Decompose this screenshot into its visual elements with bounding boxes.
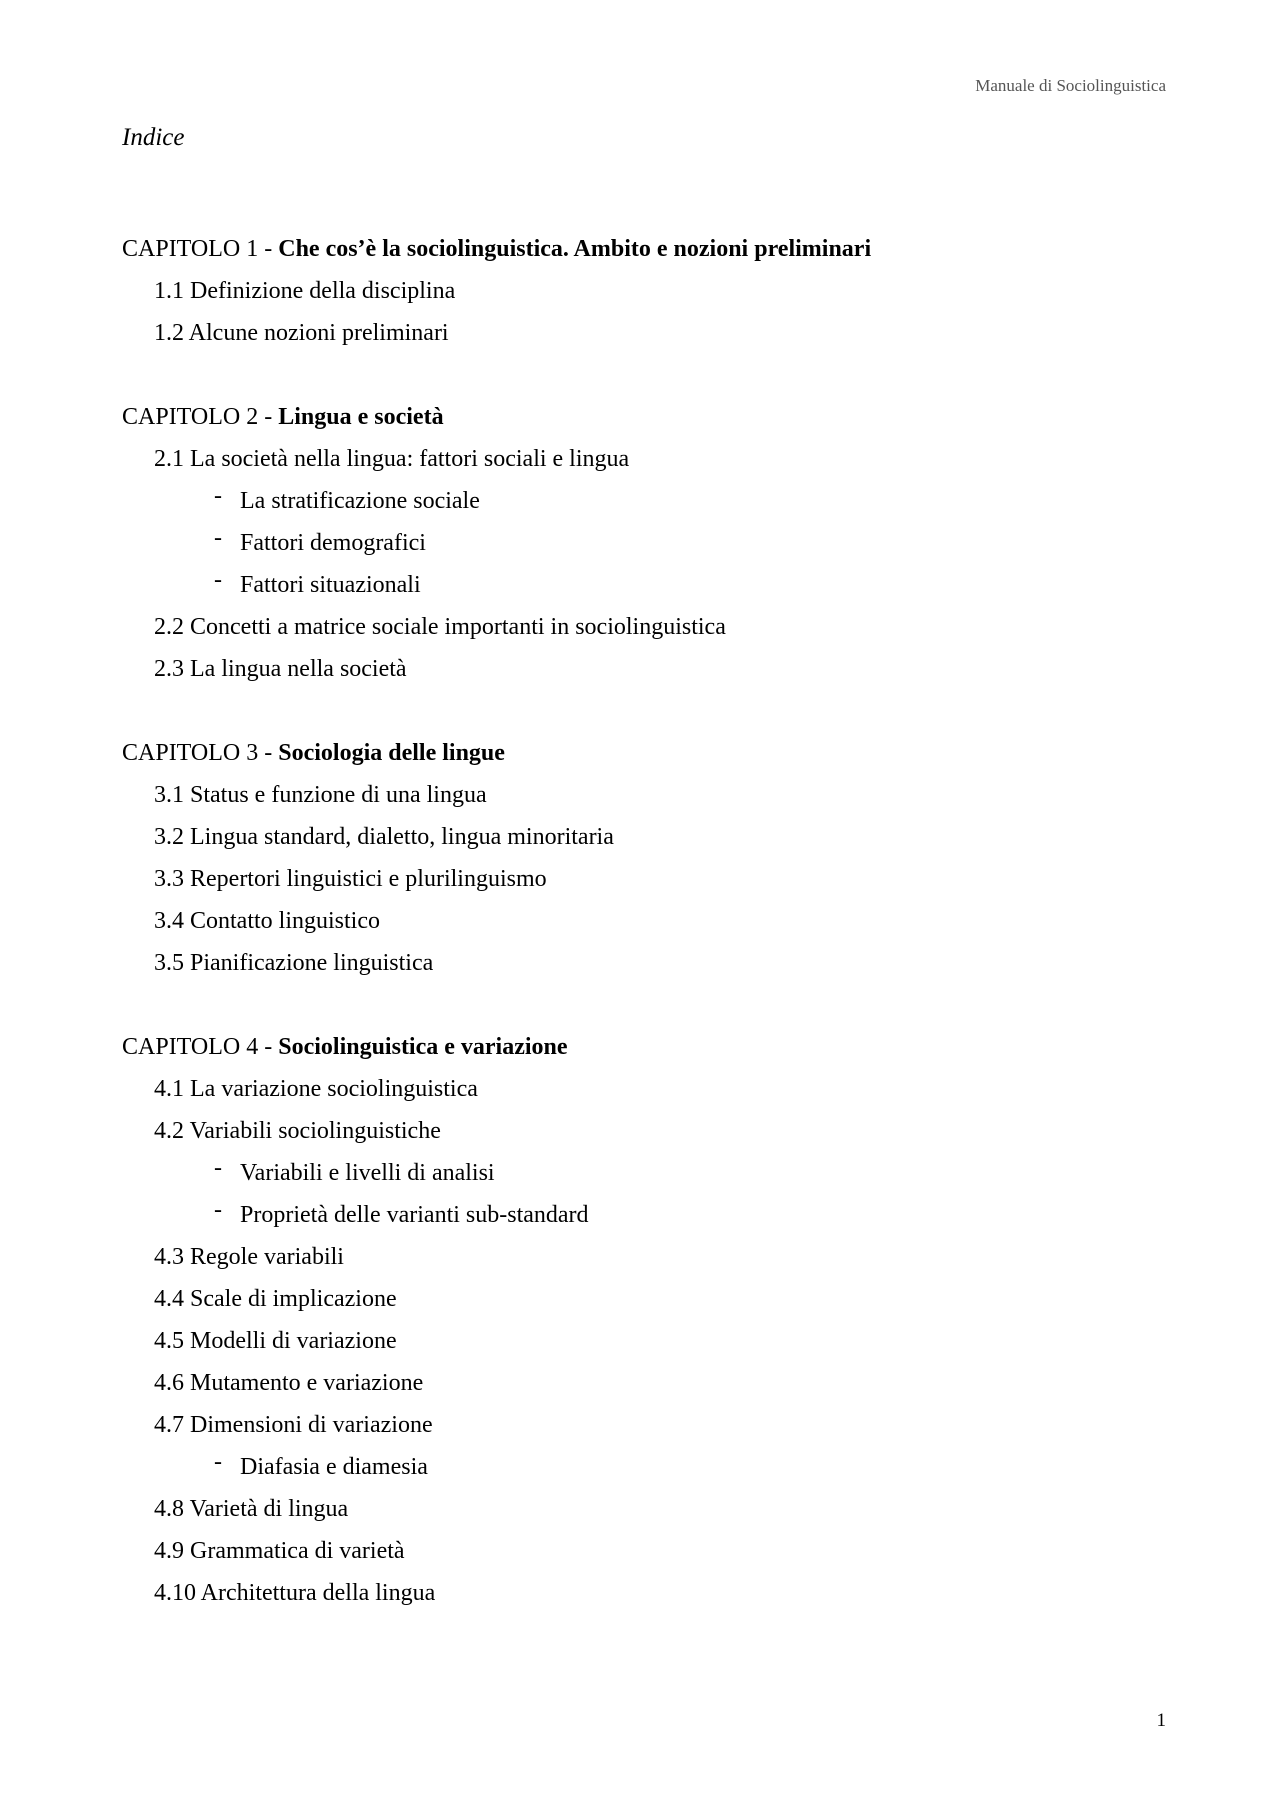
dash-bullet-icon: -	[214, 483, 222, 509]
toc-section[interactable]: 2.2 Concetti a matrice sociale importanti in sociolinguistica	[154, 614, 726, 640]
toc-section[interactable]: 2.3 La lingua nella società	[154, 656, 407, 682]
dash-bullet-icon: -	[214, 1197, 222, 1223]
toc-section[interactable]: 3.5 Pianificazione linguistica	[154, 950, 434, 976]
toc-subitem[interactable]	[122, 480, 1162, 522]
chapter-heading[interactable]	[122, 228, 1162, 270]
toc-section[interactable]: 4.4 Scale di implicazione	[154, 1286, 397, 1312]
chapter-title: Lingua e società	[278, 404, 444, 430]
toc-section[interactable]: 4.7 Dimensioni di variazione	[154, 1412, 433, 1438]
toc-subitem-text: Fattori demografici	[240, 530, 426, 556]
toc-subitem[interactable]	[122, 564, 1162, 606]
toc-section[interactable]: 1.1 Definizione della disciplina	[154, 278, 456, 304]
chapter-title: Sociolinguistica e variazione	[278, 1034, 568, 1060]
chapter-3	[122, 732, 1162, 984]
toc-section[interactable]: 4.8 Varietà di lingua	[154, 1496, 349, 1522]
toc-subitem-text: Fattori situazionali	[240, 572, 421, 598]
dash-bullet-icon: -	[214, 1155, 222, 1181]
toc-section[interactable]: 3.2 Lingua standard, dialetto, lingua minoritaria	[154, 824, 614, 850]
toc-section[interactable]: 4.3 Regole variabili	[154, 1244, 344, 1270]
toc-subitem[interactable]	[122, 1446, 1162, 1488]
chapter-label: CAPITOLO 1 -	[122, 236, 279, 262]
toc-subitem[interactable]	[122, 522, 1162, 564]
toc-subitem-text: Diafasia e diamesia	[240, 1454, 428, 1480]
toc-subitem[interactable]	[122, 1152, 1162, 1194]
toc-section[interactable]: 4.1 La variazione sociolinguistica	[154, 1076, 478, 1102]
toc-section[interactable]: 4.10 Architettura della lingua	[154, 1580, 436, 1606]
toc-section[interactable]: 4.2 Variabili sociolinguistiche	[154, 1118, 441, 1144]
chapter-title: Sociologia delle lingue	[278, 740, 505, 766]
toc-section[interactable]: 4.6 Mutamento e variazione	[154, 1370, 424, 1396]
running-header: Manuale di Sociolinguistica	[975, 76, 1166, 95]
chapter-label: CAPITOLO 3 -	[122, 740, 279, 766]
table-of-contents	[122, 228, 1162, 1656]
chapter-2	[122, 396, 1162, 690]
chapter-label: CAPITOLO 2 -	[122, 404, 279, 430]
index-title: Indice	[122, 124, 185, 151]
toc-section[interactable]: 4.9 Grammatica di varietà	[154, 1538, 405, 1564]
toc-section[interactable]: 3.4 Contatto linguistico	[154, 908, 380, 934]
toc-section[interactable]: 4.5 Modelli di variazione	[154, 1328, 397, 1354]
toc-section[interactable]: 2.1 La società nella lingua: fattori sociali e lingua	[154, 446, 630, 472]
toc-subitem-text: Proprietà delle varianti sub-standard	[240, 1202, 589, 1228]
chapter-4	[122, 1026, 1162, 1614]
chapter-heading[interactable]	[122, 396, 1162, 438]
toc-section[interactable]: 3.3 Repertori linguistici e plurilinguismo	[154, 866, 547, 892]
dash-bullet-icon: -	[214, 567, 222, 593]
chapter-1	[122, 228, 1162, 354]
toc-section[interactable]: 1.2 Alcune nozioni preliminari	[154, 320, 449, 346]
chapter-heading[interactable]	[122, 732, 1162, 774]
toc-subitem[interactable]	[122, 1194, 1162, 1236]
dash-bullet-icon: -	[214, 525, 222, 551]
toc-subitem-text: La stratificazione sociale	[240, 488, 480, 514]
chapter-label: CAPITOLO 4 -	[122, 1034, 279, 1060]
dash-bullet-icon: -	[214, 1449, 222, 1475]
toc-section[interactable]: 3.1 Status e funzione di una lingua	[154, 782, 487, 808]
chapter-title: Che cos’è la sociolinguistica. Ambito e nozioni preliminari	[278, 236, 872, 262]
chapter-heading[interactable]	[122, 1026, 1162, 1068]
toc-subitem-text: Variabili e livelli di analisi	[240, 1160, 495, 1186]
page-number: 1	[1156, 1710, 1166, 1731]
